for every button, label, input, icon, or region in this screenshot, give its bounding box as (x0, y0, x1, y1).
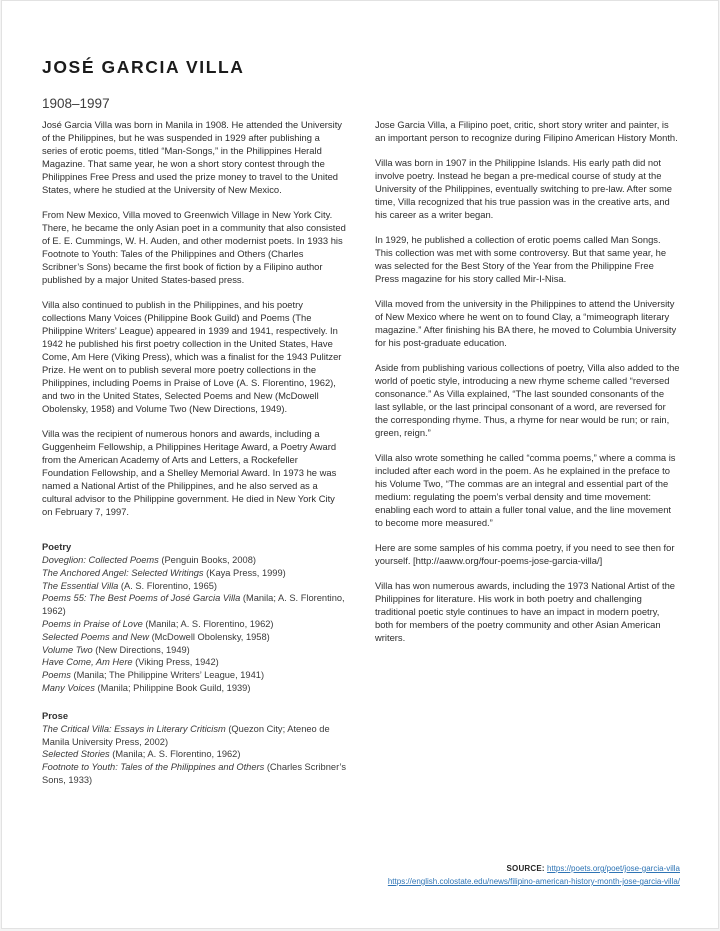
bibliography-item: The Critical Villa: Essays in Literary Criticism (Quezon City; Ateneo de Manila University Press, 2002) (42, 723, 330, 747)
document-page (1, 0, 719, 929)
source-link-2[interactable]: https://english.colostate.edu/news/filipino-american-history-month-jose-garcia-villa/ (387, 877, 680, 886)
source-link-1[interactable]: https://poets.org/poet/jose-garcia-villa (547, 864, 680, 873)
poetry-heading: Poetry (42, 541, 72, 552)
bio-paragraph: Villa also wrote something he called “comma poems,” where a comma is included after each word in the poem. As he explained in the preface to his Volume Two, “The commas are an integral and essential part of the medium: regulating the poem’s verbal density and time movement: enabling each word to attain a fuller tonal value, and the line movement to become more measured.” (375, 452, 676, 528)
prose-section (42, 709, 347, 787)
bibliography-item: Have Come, Am Here (Viking Press, 1942) (42, 657, 219, 668)
source-line-1 (42, 862, 680, 875)
life-dates: 1908–1997 (42, 96, 110, 111)
poetry-section (42, 540, 347, 695)
bibliography-item: The Anchored Angel: Selected Writings (Kaya Press, 1999) (42, 567, 286, 578)
bio-paragraph: Villa was born in 1907 in the Philippine Islands. His early path did not involve poetry. Instead he began a pre-medical course of study at the University of the Philippines, eventually switching to pre-law. After some time, Villa recognized that his true passion was in the creative arts, and his career as a writer began. (375, 157, 673, 220)
page-title: JOSÉ GARCIA VILLA (42, 57, 245, 77)
poetry-list (42, 554, 347, 695)
two-column-body (42, 118, 680, 787)
right-column (375, 118, 680, 787)
bibliography-item: Poems 55: The Best Poems of José Garcia Villa (Manila; A. S. Florentino, 1962) (42, 593, 345, 617)
bibliography-item: Poems in Praise of Love (Manila; A. S. Florentino, 1962) (42, 618, 274, 629)
bibliography-item: Selected Stories (Manila; A. S. Florentino, 1962) (42, 749, 241, 760)
bio-paragraph: Villa has won numerous awards, including the 1973 National Artist of the Philippines for literature. His work in both poetry and challenging traditional poetic style continues to have an impact in modern poetry, both for members of the poetry community and other Asian American writers. (375, 580, 676, 643)
bio-paragraph: In 1929, he published a collection of erotic poems called Man Songs. This collection was met with some controversy. But that same year, he was selected for the Best Story of the Year from the Philippine Free Press magazine for his story called Mir-I-Nisa. (375, 234, 667, 284)
bio-paragraph: Aside from publishing various collections of poetry, Villa also added to the world of poetic style, introducing a new rhyme scheme called “reversed consonance.” As Villa explained, “The last sounded consonants of the last syllable, or the last principal consonant of a word, are reversed for the corresponding rhyme. Thus, a rhyme for near would be run; or rain, green, reign.” (375, 362, 680, 438)
bibliography-item: Many Voices (Manila; Philippine Book Guild, 1939) (42, 682, 251, 693)
source-label: SOURCE: (506, 864, 545, 873)
bibliography-item: Footnote to Youth: Tales of the Philippines and Others (Charles Scribner’s Sons, 1933) (42, 762, 347, 785)
prose-heading: Prose (42, 709, 69, 721)
source-footer (42, 862, 680, 888)
bio-paragraph: From New Mexico, Villa moved to Greenwich Village in New York City. There, he became the only Asian poet in a community that also consisted of E. E. Cummings, W. H. Auden, and other modernist poets. In 1933 his Footnote to Youth: Tales of the Philippines and Others (Charles Scribner’s Sons) became the first book of fiction by a Filipino author published by a major United States-based press. (42, 209, 346, 285)
bio-paragraph: José Garcia Villa was born in Manila in 1908. He attended the University of the Philippines, but he was suspended in 1929 after publishing a series of erotic poems, titled “Man-Songs,” in the Philippines Herald Magazine. That same year, he won a short story contest through the Philippines Free Press and used the prize money to travel to the United States, where he studied at the University of New Mexico. (42, 119, 342, 195)
prose-list (42, 723, 347, 787)
source-line-2 (42, 875, 680, 888)
bio-paragraph: Villa was the recipient of numerous honors and awards, including a Guggenheim Fellowship, a Philippines Heritage Award, a Poetry Award from the American Academy of Arts and Letters, a Rockefeller Foundation Fellowship, and a Shelley Memorial Award. In 1973 he was named a National Artist of the Philippines, and he also served as a cultural advisor to the Philippine government. He died in New York City on February 7, 1997. (42, 428, 337, 517)
left-column (42, 118, 347, 787)
bibliography-item: The Essential Villa (A. S. Florentino, 1965) (42, 580, 218, 591)
bibliography-item: Selected Poems and New (McDowell Obolensky, 1958) (42, 631, 270, 642)
bibliography-item: Volume Two (New Directions, 1949) (42, 644, 190, 655)
bio-paragraph: Jose Garcia Villa, a Filipino poet, critic, short story writer and painter, is an important person to recognize during Filipino American History Month. (375, 119, 678, 143)
bibliography-item: Poems (Manila; The Philippine Writers’ League, 1941) (42, 670, 265, 681)
bio-paragraph: Villa moved from the university in the Philippines to attend the University of New Mexico where he went on to found Clay, a “mimeograph literary magazine.” After finishing his BA there, he moved to Columbia University for his post-graduate education. (375, 298, 677, 348)
bio-paragraph: Villa also continued to publish in the Philippines, and his poetry collections Many Voices (Philippine Book Guild) and Poems (The Philippine Writers’ League) appeared in 1939 and 1941, respectively. In 1942 he published his first poetry collection in the United States, Have Come, Am Here (Viking Press), which was a finalist for the 1943 Pulitzer Prize. He went on to publish several more poetry collections in the Philippines, including Poems in Praise of Love (A. S. Florentino, 1962), and two in the United States, Selected Poems and New (McDowell Obolensky, 1958) and Volume Two (New Directions, 1949). (42, 299, 342, 414)
bibliography-item: Doveglion: Collected Poems (Penguin Books, 2008) (42, 555, 256, 565)
bio-paragraph: Here are some samples of his comma poetry, if you need to see then for yourself. [http://aaww.org/four-poems-jose-garcia-villa/] (375, 542, 675, 566)
